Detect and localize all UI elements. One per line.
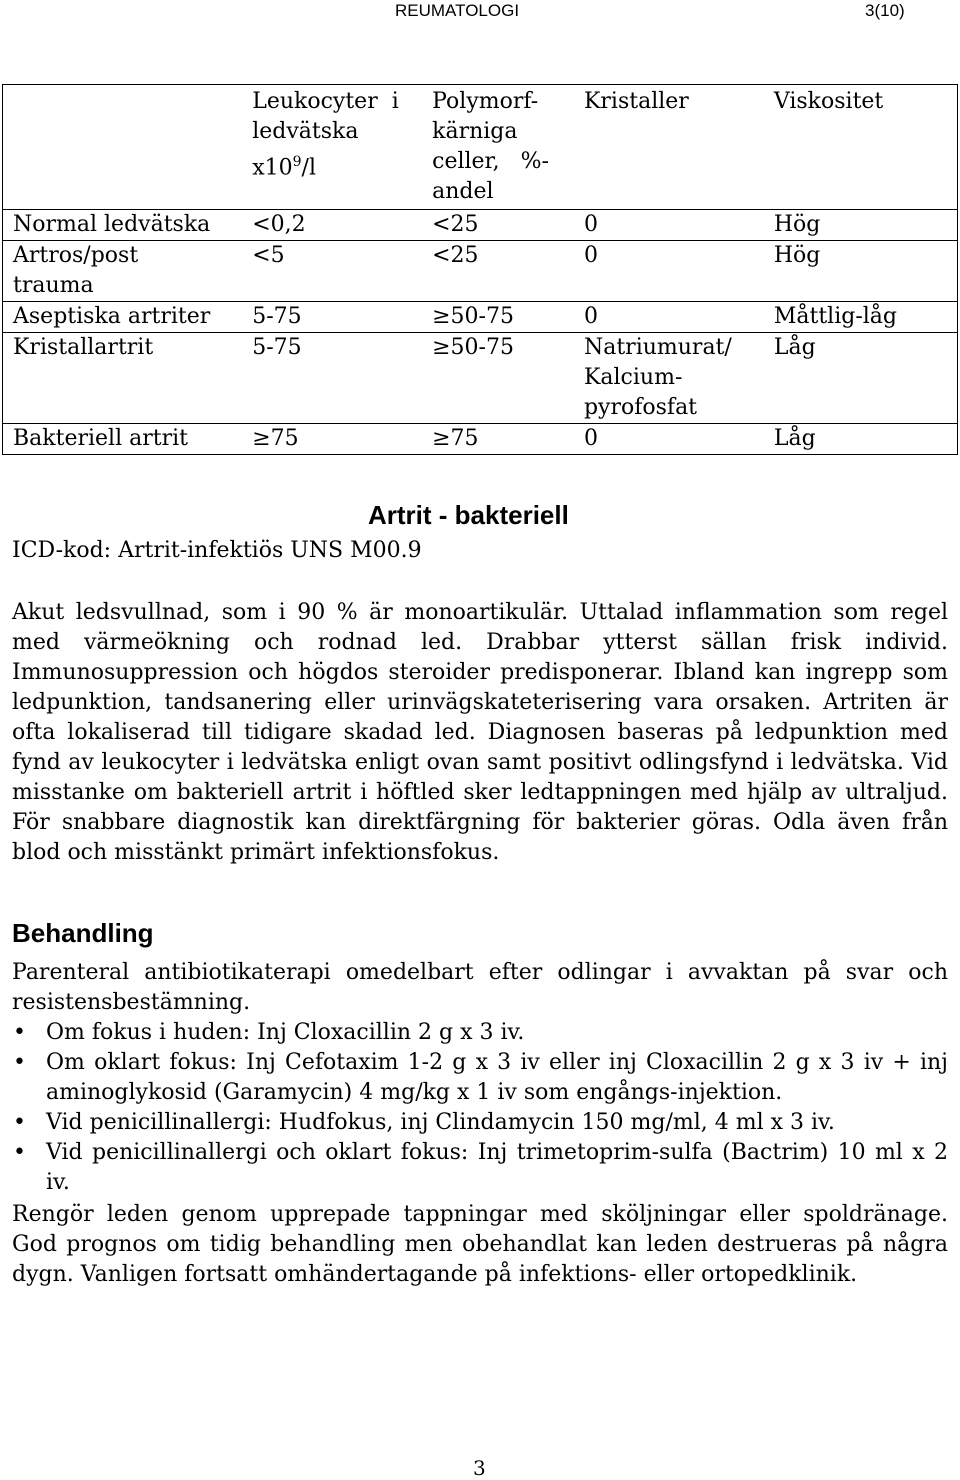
table-cell: Hög [764,241,958,302]
table-header-row [3,85,958,210]
table-header-empty [3,85,243,210]
closing-paragraph: Rengör leden genom upprepade tappningar med sköljningar eller spoldränage. God prognos om tidig behandling men obehandlat kan leden destrueras på några dygn. Vanligen fortsatt omhändertagande på infektions- eller ortopedklinik. [12,1202,948,1287]
page-header [0,0,960,24]
table-cell: Artros/post trauma [3,241,243,302]
table-cell: Låg [764,424,958,455]
table-cell: <25 [422,241,574,302]
table-header-polymorph [422,85,574,210]
icd-code: ICD-kod: Artrit-infektiös UNS M00.9 [12,538,422,563]
table-cell: ≥75 [422,424,574,455]
bullet-icon: • [13,1050,26,1075]
table-cell: 0 [574,302,764,333]
table-header-viscosity: Viskositet [764,85,958,210]
table-row [3,424,958,455]
table-cell: ≥50-75 [422,333,574,424]
bullet-icon: • [13,1020,26,1045]
header-title: REUMATOLOGI [395,1,520,20]
header-leuko-text: Leukocyter i ledvätska $x10^9/l$ [252,89,399,181]
treatment-heading: Behandling [12,918,154,948]
table-cell: Natriumurat/ Kalcium-pyrofosfat [574,333,764,424]
footer-page-number: 3 [473,1456,486,1480]
table-cell: Måttlig-låg [764,302,958,333]
table-cell: Bakteriell artrit [3,424,243,455]
table-cell: Låg [764,333,958,424]
table-header-leukocytes [242,85,422,210]
treatment-list [12,1018,948,1198]
list-item: • Vid penicillinallergi och oklart fokus: Inj trimetoprim-sulfa (Bactrim) 10 ml x 2 iv. [13,1140,948,1195]
table-cell: <5 [242,241,422,302]
table-cell: 5-75 [242,302,422,333]
table-cell: 5-75 [242,333,422,424]
table-cell: Hög [764,210,958,241]
table-cell: Aseptiska artriter [3,302,243,333]
table-cell: ≥50-75 [422,302,574,333]
table-row [3,241,958,302]
table-cell: <25 [422,210,574,241]
table-row [3,333,958,424]
list-item: • Vid penicillinallergi: Hudfokus, inj Clindamycin 150 mg/ml, 4 ml x 3 iv. [12,1108,948,1138]
table-cell: ≥75 [242,424,422,455]
header-page-number: 3(10) [865,1,905,20]
bullet-icon: • [13,1110,26,1135]
synovial-fluid-table [2,84,958,455]
treatment-intro: Parenteral antibiotikaterapi omedelbart efter odlingar i avvaktan på svar och resistensbestämning. [12,960,948,1015]
table-row [3,210,958,241]
table-row [3,302,958,333]
header-poly-text: Polymorf- kärniga celler, %- andel [432,89,549,204]
section-title: Artrit - bakteriell [368,500,569,530]
table-cell: 0 [574,241,764,302]
table-cell: 0 [574,424,764,455]
list-item: • Om fokus i huden: Inj Cloxacillin 2 g x 3 iv. [12,1018,948,1048]
list-item: • Om oklart fokus: Inj Cefotaxim 1-2 g x 3 iv eller inj Cloxacillin 2 g x 3 iv + inj aminoglykosid (Garamycin) 4 mg/kg x 1 iv som engångs-injektion. [13,1050,948,1105]
table-cell: Kristallartrit [3,333,243,424]
description-paragraph: Akut ledsvullnad, som i 90 % är monoartikulär. Uttalad inflammation som regel med värmeökning och rodnad led. Drabbar ytterst sällan frisk individ. Immunosuppression och högdos steroider predisponerar. Ibland kan ingrepp som ledpunktion, tandsanering eller urinvägskateterisering vara orsaken. Artriten är ofta lokaliserad till tidigare skadad led. Diagnosen baseras på ledpunktion med fynd av leukocyter i ledvätska enligt ovan samt positivt odlingsfynd i ledvätska. Vid misstanke om bakteriell artrit i höftled sker ledtappningen med hjälp av ultraljud. För snabbare diagnostik kan direktfärgning för bakterier göras. Odla även från blod och misstänkt primärt infektionsfokus. [12,600,948,865]
table-cell: Normal ledvätska [3,210,243,241]
table-cell: 0 [574,210,764,241]
table-header-crystals: Kristaller [574,85,764,210]
bullet-icon: • [13,1140,26,1165]
table-cell: <0,2 [242,210,422,241]
